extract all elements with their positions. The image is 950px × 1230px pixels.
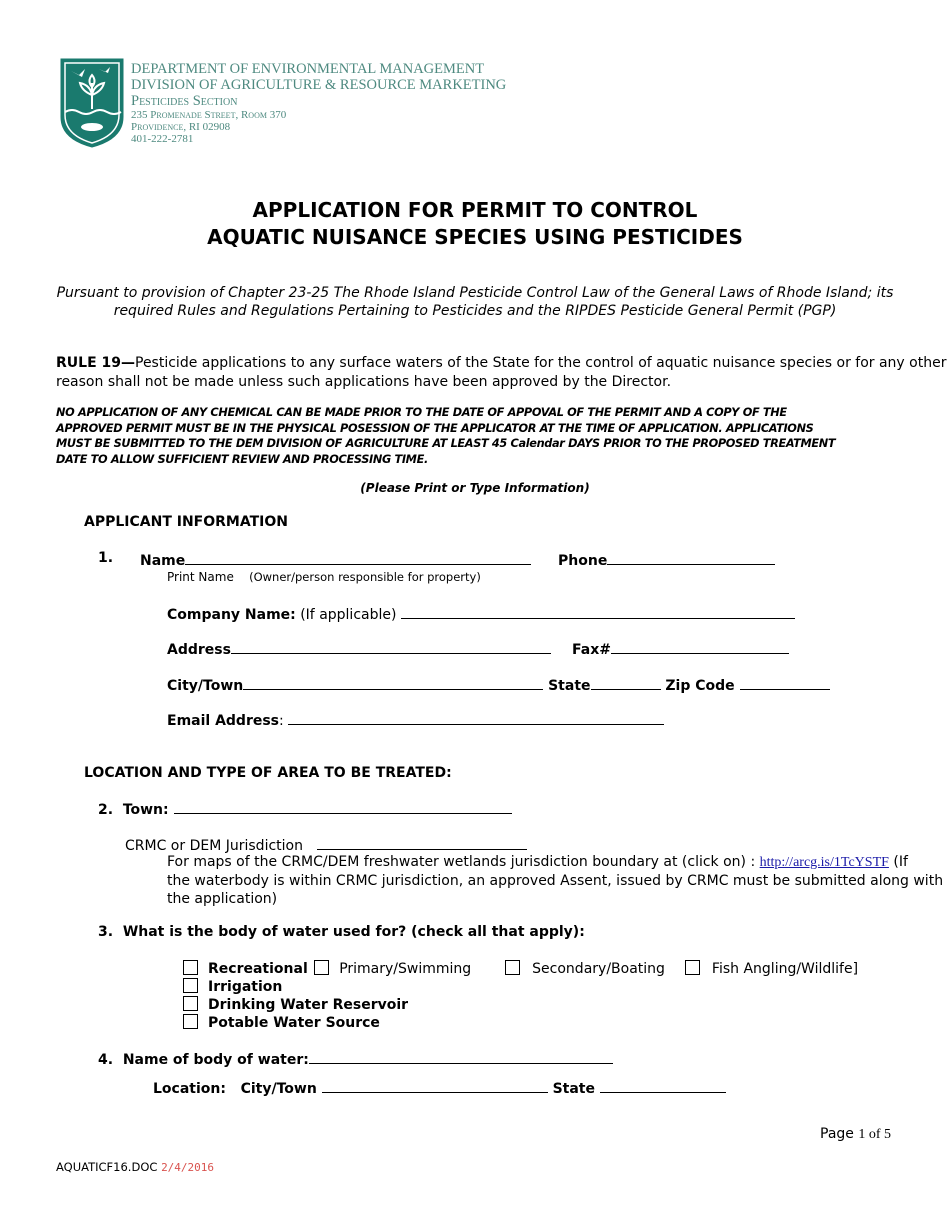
page-label: Page (820, 1126, 859, 1142)
location-heading: LOCATION AND TYPE OF AREA TO BE TREATED: (84, 765, 452, 781)
warning-line: NO APPLICATION OF ANY CHEMICAL CAN BE MADE PRIOR TO THE DATE OF APPOVAL OF THE PERMIT AND A COPY OF THE (56, 406, 787, 419)
rule-text-2: reason shall not be made unless such applications have been approved by the Director. (56, 374, 672, 390)
state-field[interactable] (591, 675, 661, 690)
location-label: Location: (153, 1081, 226, 1097)
address-label: Address (167, 642, 231, 658)
colon: : (279, 713, 284, 729)
water-use-options (183, 960, 858, 1032)
recreational-label: Recreational (208, 961, 308, 977)
potable-checkbox[interactable] (183, 1014, 198, 1029)
location-state-label: State (552, 1081, 595, 1097)
q3-question: What is the body of water used for? (check all that apply): (122, 924, 585, 940)
q2-number: 2. (98, 802, 114, 818)
name-field[interactable] (185, 550, 531, 565)
company-field[interactable] (401, 604, 795, 619)
division-name: DIVISION OF AGRICULTURE & RESOURCE MARKETING (131, 77, 507, 93)
location-city-field[interactable] (322, 1078, 548, 1093)
page-current: 1 (858, 1127, 866, 1142)
section-name: Pesticides Section (131, 93, 238, 109)
town-label: Town: (122, 802, 169, 818)
maps-text: For maps of the CRMC/DEM freshwater wetlands jurisdiction boundary at (click on) : (167, 854, 760, 870)
print-name-hint: Print Name (167, 570, 234, 584)
warning-notice (56, 405, 835, 467)
fax-label: Fax# (572, 642, 611, 658)
potable-label: Potable Water Source (208, 1015, 380, 1031)
title-line-2: AQUATIC NUISANCE SPECIES USING PESTICIDES (207, 225, 743, 249)
maps-note (167, 853, 943, 908)
town-field[interactable] (174, 799, 512, 814)
page-number (820, 1126, 891, 1143)
email-label: Email Address (167, 713, 280, 729)
irrigation-checkbox[interactable] (183, 978, 198, 993)
org-header (131, 61, 506, 145)
fish-label: Fish Angling/Wildlife] (711, 961, 859, 977)
drinking-checkbox[interactable] (183, 996, 198, 1011)
city: Providence, RI 02908 (131, 121, 231, 133)
street: 235 Promenade Street, Room 370 (131, 109, 287, 121)
primary-label: Primary/Swimming (339, 961, 472, 977)
subtitle-line-2: required Rules and Regulations Pertaining to Pesticides and the RIPDES Pesticide General Permit (PGP) (113, 303, 837, 319)
title-line-1: APPLICATION FOR PERMIT TO CONTROL (252, 198, 698, 222)
rule-label: RULE 19— (56, 355, 135, 371)
recreational-checkbox[interactable] (183, 960, 198, 975)
jurisdiction-label: CRMC or DEM Jurisdiction (125, 838, 303, 854)
doc-name: AQUATICF16.DOC (56, 1160, 162, 1174)
phone: 401-222-2781 (131, 133, 194, 145)
zip-field[interactable] (740, 675, 830, 690)
warning-line: MUST BE SUBMITTED TO THE DEM DIVISION OF AGRICULTURE AT LEAST 45 Calendar DAYS PRIOR TO THE PROPOSED TREATMENT (56, 437, 836, 450)
water-name-label: Name of body of water: (122, 1052, 309, 1068)
state-label: State (548, 678, 591, 694)
maps-text: the waterbody is within CRMC jurisdiction, an approved Assent, issued by CRMC must be submitted along with (167, 873, 944, 889)
applicant-heading: APPLICANT INFORMATION (84, 514, 288, 530)
q1-number: 1. (98, 550, 114, 566)
irrigation-label: Irrigation (208, 979, 283, 995)
location-city-label: City/Town (240, 1081, 317, 1097)
q3-number: 3. (98, 924, 114, 940)
fish-checkbox[interactable] (685, 960, 700, 975)
jurisdiction-field[interactable] (317, 835, 527, 850)
doc-footer (56, 1160, 214, 1174)
zip-label: Zip Code (665, 678, 735, 694)
email-field[interactable] (288, 710, 664, 725)
warning-line: DATE TO ALLOW SUFFICIENT REVIEW AND PROCESSING TIME. (56, 452, 428, 466)
company-label: Company Name: (167, 607, 296, 623)
primary-checkbox[interactable] (314, 960, 329, 975)
doc-date: 2/4/2016 (161, 1161, 215, 1174)
print-note: (Please Print or Type Information) (360, 481, 590, 495)
rule-19 (56, 354, 946, 392)
drinking-label: Drinking Water Reservoir (208, 997, 409, 1013)
maps-text: (If (888, 854, 908, 870)
maps-link[interactable]: http://arcg.is/1TcYSTF (759, 855, 889, 870)
phone-field[interactable] (607, 550, 775, 565)
dem-logo (59, 57, 125, 149)
maps-text: the application) (167, 891, 278, 907)
page-title (0, 197, 950, 251)
location-state-field[interactable] (600, 1078, 726, 1093)
subtitle (0, 284, 950, 320)
city-label: City/Town (167, 678, 244, 694)
page-total: of 5 (865, 1127, 892, 1142)
warning-line: APPROVED PERMIT MUST BE IN THE PHYSICAL POSESSION OF THE APPLICATOR AT THE TIME OF APPLICATION. APPLICATIONS (56, 421, 814, 435)
owner-note: (Owner/person responsible for property) (249, 570, 481, 584)
secondary-label: Secondary/Boating (532, 961, 665, 977)
address-field[interactable] (231, 639, 551, 654)
secondary-checkbox[interactable] (505, 960, 520, 975)
fax-field[interactable] (611, 639, 789, 654)
name-label: Name (140, 553, 186, 569)
subtitle-line-1: Pursuant to provision of Chapter 23-25 The Rhode Island Pesticide Control Law of the General Laws of Rhode Island; its (56, 285, 894, 301)
water-name-field[interactable] (309, 1049, 613, 1064)
company-note: (If applicable) (300, 607, 397, 623)
dept-name: DEPARTMENT OF ENVIRONMENTAL MANAGEMENT (131, 61, 485, 77)
phone-label: Phone (558, 553, 608, 569)
rule-text-1: Pesticide applications to any surface waters of the State for the control of aquatic nuisance species or for any other (135, 355, 947, 371)
city-field[interactable] (243, 675, 543, 690)
q4-number: 4. (98, 1052, 114, 1068)
